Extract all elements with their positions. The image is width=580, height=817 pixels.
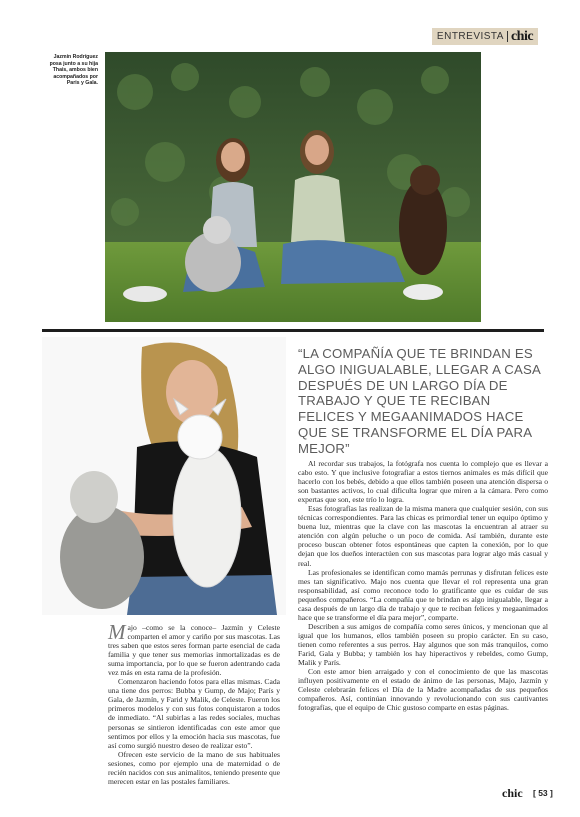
photo-women-with-dogs: [105, 52, 481, 322]
left-paragraph-2: Comenzaron haciendo fotos para ellas mismas. Cada una tiene dos perros: Bubba y Gump, de Majo; París y Gala, de Jazmín, y Farid y Malik, de Celeste. Fueron los primeros modelos y con sus fotos conquistaron a todos de inmediato. “Al subirlas a las redes sociales, muchas personas se sintieron identificadas con este amor que sentimos por ellos y la emoción hacia sus mascotas, fue así como surgió nuestro deseo de realizar esto”.: [108, 677, 280, 750]
left-paragraph-3: Ofrecen este servicio de la mano de sus habituales sesiones, como por ejemplo una de maternidad o de recién nacidos con sus animalitos, teniendo presente que merecen estar en las postales familiares.: [108, 749, 280, 786]
pull-quote: “LA COMPAÑÍA QUE TE BRINDAN ES ALGO INIGUALABLE, LLEGAR A CASA DESPUÉS DE UN LARGO DÍA DE TRABAJO Y QUE TE RECIBAN FELICES Y MEGAANIMADOS HACE QUE SE TRANSFORME EL DÍA PARA MEJOR”: [298, 346, 541, 456]
photo1-caption: Jazmín Rodríguez posa junto a su hija Thais, ambos bien acompañados por Paris y Gala.: [49, 54, 98, 86]
section-label: ENTREVISTA: [436, 31, 504, 42]
right-paragraph-1: Al recordar sus trabajos, la fotógrafa nos cuenta lo complejo que es llevar a cabo esto. Y que inclusive fotografiar a estos tiernos animales es más difícil que hacerlo con los bebés, debido a que ellos también poseen una atención dispersa o son bastantes activos, lo cual dificulta lograr que miren a la cámara. Pero como expertas que son, este trío lo logra.: [298, 459, 548, 505]
section-divider: [42, 329, 544, 332]
left-paragraph-1-text: ajo –como se la conoce– Jazmín y Celeste comparten el amor y cariño por sus mascotas. Las tres saben que estos seres forman parte esencial de cada familia y que tener sus memorias inmortalizadas es de suma importancia, por lo que se fueron adentrando cada vez más en esta rama de la profesión.: [108, 623, 280, 678]
drop-cap: M: [108, 620, 126, 644]
right-paragraph-3: Las profesionales se identifican como mamás perrunas y disfrutan felices este mes tan significativo. Majo nos cuenta que llevar el rol representa una gran responsabilidad, así como reconoce todo lo gratificante que es cuidar de sus pequeños compañeros. “La compañía que te brindan es algo inigualable, llegar a casa después de un largo día de trabajo y que te reciban felices y megaanimados hace que se transforme el día para mejor”, comparte.: [298, 567, 548, 622]
photo-woman-with-schnauzers-illustration: [42, 337, 286, 615]
left-column-text: [108, 620, 280, 786]
left-paragraph-1: [108, 620, 280, 678]
page-number: [ 53 ]: [533, 788, 553, 798]
right-paragraph-2: Esas fotografías las realizan de la misma manera que cualquier sesión, con sus técnicas correspondientes. Para las chicas es primordial tener un equipo óptimo y buena luz, mientras que la clave con las mascotas la encuentran al atraer su atención con algún peluche o un poco de comida. Así también, durante este proceso buscan obtener fotos espontáneas que capten la conexión, por lo que dejan que los dueños interactúen con sus mascotas para lograr algo más casual y real.: [298, 504, 548, 568]
tag-separator: [507, 31, 508, 42]
right-paragraph-5: Con este amor bien arraigado y con el conocimiento de que las mascotas influyen positivamente en el estado de ánimo de las personas, Majo, Jazmín y Celeste celebrarán felices el Día de la Madre acompañadas de sus pequeños compañeros. Así, continúan innovando y revolucionando con sus cautivantes fotografías, que el equipo de Chic gustoso comparte en estas páginas.: [298, 667, 548, 713]
section-tag: [432, 28, 538, 45]
photo-woman-with-schnauzers: [42, 337, 286, 615]
right-column-text: [298, 459, 548, 712]
brand-logo: chic: [510, 28, 534, 44]
right-paragraph-4: Describen a sus amigos de compañía como seres únicos, y mencionan que al igual que los humanos, ellos también poseen su propio carácter. En su caso, tienen como referentes a sus perros. Hay algunos que son más tranquilos, como Farid, Gala y Bubba; y también los hay hiperactivos y rebeldes, como Gump, Malik y París.: [298, 621, 548, 668]
footer-brand-logo: chic: [502, 786, 523, 800]
photo-women-with-dogs-illustration: [105, 52, 481, 322]
